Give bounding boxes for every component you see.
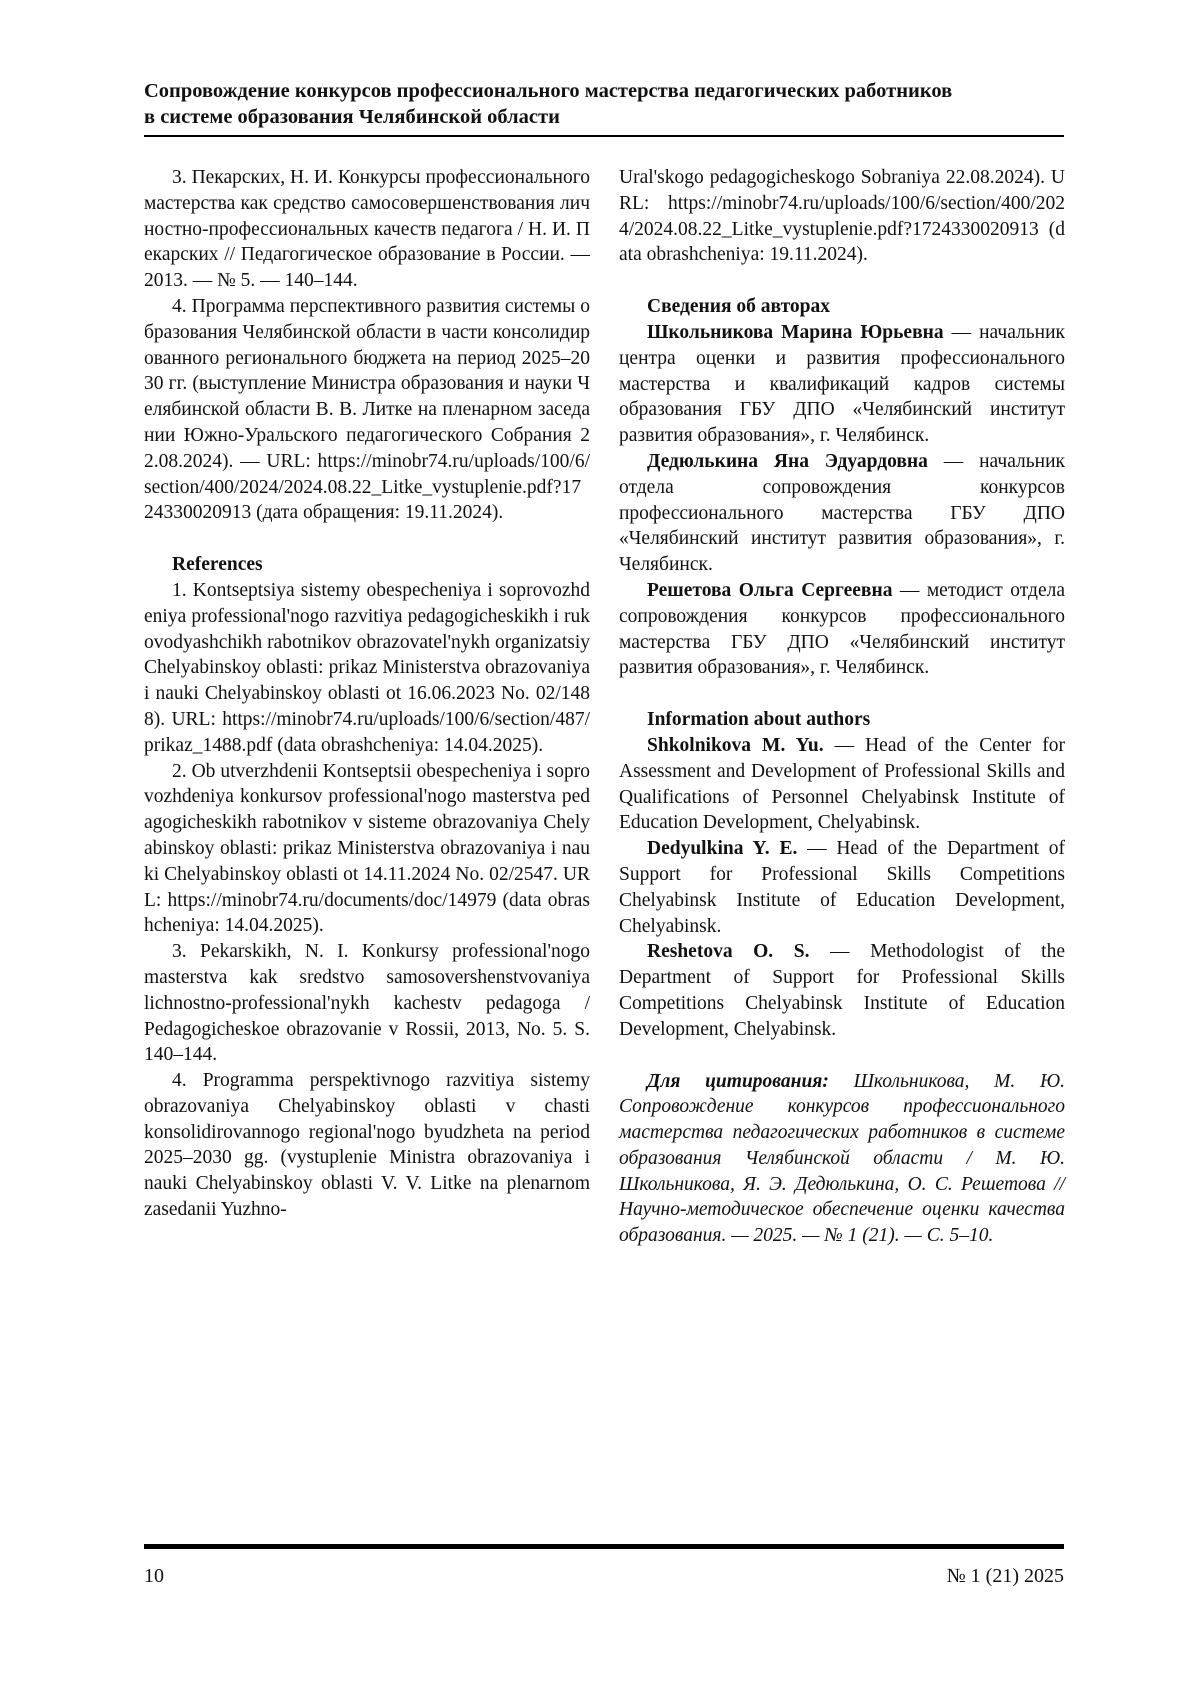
authors-ru-heading: Сведения об авторах xyxy=(619,294,1065,320)
author-en-3-name: Reshetova O. S. xyxy=(647,941,809,962)
issue-number: № 1 (21) 2025 xyxy=(947,1565,1064,1588)
citation-label: Для цитирования: xyxy=(647,1071,829,1092)
reference-en-3: 3. Pekarskikh, N. I. Konkursy professional'nogo masterstva kak sredstvo samosovershenstvovaniya lichnostno-professional'nykh kachestv pedagoga / Pedagogicheskoe obrazovanie v Rossii, 2013, No. 5. S. 140–144. xyxy=(144,939,590,1068)
references-heading: References xyxy=(144,552,590,578)
reference-en-4-continued: Ural'skogo pedagogicheskogo Sobraniya 22.08.2024). URL: https://minobr74.ru/uploads/100/6/section/400/2024/2024.08.22_Litke_vystuplenie.pdf?1724330020913 (data obrashcheniya: 19.11.2024). xyxy=(619,165,1065,268)
author-ru-3 xyxy=(619,578,1065,681)
header-rule xyxy=(144,135,1064,137)
authors-en-heading: Information about authors xyxy=(619,707,1065,733)
author-ru-3-name: Решетова Ольга Сергеевна xyxy=(647,580,892,601)
author-ru-1-name: Школьникова Марина Юрьевна xyxy=(647,322,944,343)
page-number: 10 xyxy=(144,1565,164,1588)
citation xyxy=(619,1069,1065,1250)
running-header xyxy=(144,78,1064,130)
reference-en-4: 4. Programma perspektivnogo razvitiya sistemy obrazovaniya Chelyabinskoy oblasti v chasti konsolidirovannogo regional'nogo byudzheta na period 2025–2030 gg. (vystuplenie Ministra obrazovaniya i nauki Chelyabinskoy oblasti V. V. Litke na plenarnom zasedanii Yuzhno- xyxy=(144,1068,590,1223)
reference-ru-4: 4. Программа перспективного развития системы образования Челябинской области в части консолидированного регионального бюджета на период 2025–2030 гг. (выступление Министра образования и науки Челябинской области В. В. Литке на пленарном заседании Южно-Уральского педагогического Собрания 22.08.2024). — URL: https://minobr74.ru/uploads/100/6/section/400/2024/2024.08.22_Litke_vystuplenie.pdf?1724330020913 (дата обращения: 19.11.2024). xyxy=(144,294,590,526)
footer-rule xyxy=(144,1544,1064,1549)
left-column xyxy=(144,165,590,1223)
right-column xyxy=(619,165,1065,1249)
spacer xyxy=(619,268,1065,294)
author-en-1-name: Shkolnikova M. Yu. xyxy=(647,735,824,756)
author-en-3-text: — Methodologist of the Department of Support for Professional Skills Competitions Chelyabinsk Institute of Education Development, Chelyabinsk. xyxy=(619,941,1065,1039)
citation-text: Школьникова, М. Ю. Сопровождение конкурсов профессионального мастерства педагогических работников в системе образования Челябинской области / М. Ю. Школьникова, Я. Э. Дедюлькина, О. С. Решетова // Научно-методическое обеспечение оценки качества образования. — 2025. — № 1 (21). — С. 5–10. xyxy=(619,1071,1065,1247)
author-en-2-text: — Head of the Department of Support for Professional Skills Competitions Chelyabinsk Institute of Education Development, Chelyabinsk. xyxy=(619,838,1065,936)
reference-en-1: 1. Kontseptsiya sistemy obespecheniya i soprovozhdeniya professional'nogo razvitiya pedagogicheskikh i rukovodyashchikh rabotnikov obrazovatel'nykh organizatsiy Chelyabinskoy oblasti: prikaz Ministerstva obrazovaniya i nauki Chelyabinskoy oblasti ot 16.06.2023 No. 02/1488). URL: https://minobr74.ru/uploads/100/6/section/487/prikaz_1488.pdf (data obrashcheniya: 14.04.2025). xyxy=(144,578,590,759)
author-ru-3-text: — методист отдела сопровождения конкурсов профессионального мастерства ГБУ ДПО «Челябинский институт развития образования», г. Челябинск. xyxy=(619,580,1065,678)
author-en-2 xyxy=(619,836,1065,939)
author-en-3 xyxy=(619,939,1065,1042)
author-en-2-name: Dedyulkina Y. E. xyxy=(647,838,797,859)
header-line-1: Сопровождение конкурсов профессионального мастерства педагогических работников xyxy=(144,78,1064,104)
author-ru-1 xyxy=(619,320,1065,449)
reference-en-2: 2. Ob utverzhdenii Kontseptsii obespecheniya i soprovozhdeniya konkursov professional'nogo masterstva pedagogicheskikh rabotnikov v sisteme obrazovaniya Chelyabinskoy oblasti: prikaz Ministerstva obrazovaniya i nauki Chelyabinskoy oblasti ot 14.11.2024 No. 02/2547. URL: https://minobr74.ru/documents/doc/14979 (data obrashcheniya: 14.04.2025). xyxy=(144,759,590,940)
spacer xyxy=(619,681,1065,707)
author-ru-2-name: Дедюлькина Яна Эдуардовна xyxy=(647,451,928,472)
author-ru-1-text: — начальник центра оценки и развития профессионального мастерства и квалификаций кадров системы образования ГБУ ДПО «Челябинский институт развития образования», г. Челябинск. xyxy=(619,322,1065,446)
spacer xyxy=(144,526,590,552)
spacer xyxy=(619,1043,1065,1069)
author-ru-2 xyxy=(619,449,1065,578)
author-ru-2-text: — начальник отдела сопровождения конкурсов профессионального мастерства ГБУ ДПО «Челябинский институт развития образования», г. Челябинск. xyxy=(619,451,1065,575)
author-en-1-text: — Head of the Center for Assessment and Development of Professional Skills and Qualifications of Personnel Chelyabinsk Institute of Education Development, Chelyabinsk. xyxy=(619,735,1065,833)
author-en-1 xyxy=(619,733,1065,836)
header-line-2: в системе образования Челябинской области xyxy=(144,104,1064,130)
reference-ru-3: 3. Пекарских, Н. И. Конкурсы профессионального мастерства как средство самосовершенствования личностно-профессиональных качеств педагога / Н. И. Пекарских // Педагогическое образование в России. — 2013. — № 5. — 140–144. xyxy=(144,165,590,294)
